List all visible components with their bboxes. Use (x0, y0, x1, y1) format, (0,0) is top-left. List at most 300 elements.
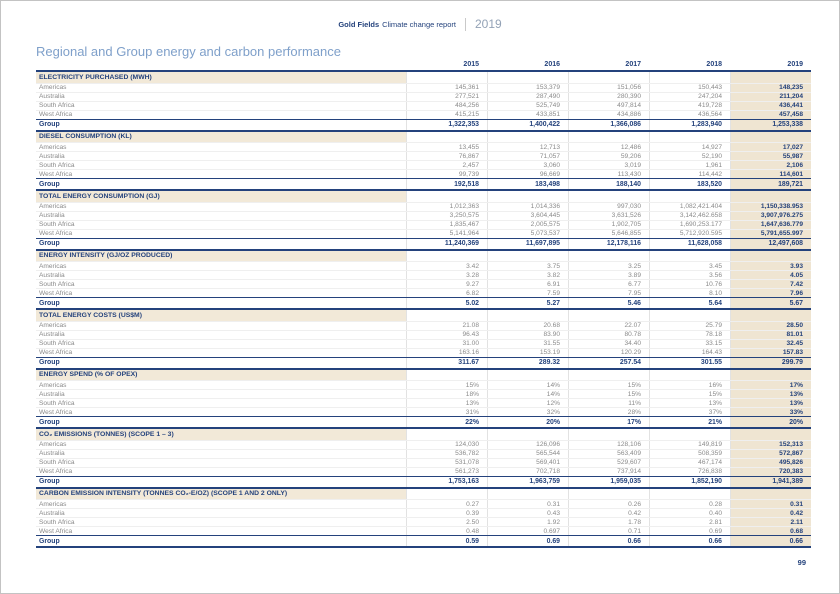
value-cell: 0.68 (730, 527, 811, 535)
value-cell: 457,458 (730, 111, 811, 119)
region-row (36, 151, 811, 160)
section-title: ENERGY INTENSITY (GJ/OZ PRODUCED) (36, 251, 406, 262)
section-header-cell (487, 429, 568, 440)
section-header-cell (406, 72, 487, 83)
region-label: West Africa (39, 468, 73, 475)
value-cell: 114,442 (649, 170, 730, 178)
value-cell: 572,867 (730, 450, 811, 458)
value-cell: 13% (406, 399, 487, 407)
value-cell: 17,027 (730, 143, 811, 151)
group-value-cell: 5.27 (487, 298, 568, 308)
section-header-cell (406, 191, 487, 202)
value-cell: 0.27 (406, 500, 487, 508)
value-cell: 1,690,253.177 (649, 221, 730, 229)
value-cell: 124,030 (406, 441, 487, 449)
group-row (36, 238, 811, 249)
group-value-cell: 1,322,353 (406, 120, 487, 130)
value-cell: 5,791,655.997 (730, 230, 811, 238)
value-cell: 22.07 (568, 322, 649, 330)
group-value-cell: 1,400,422 (487, 120, 568, 130)
region-label: Americas (39, 143, 67, 151)
region-row (36, 169, 811, 178)
value-cell: 737,914 (568, 468, 649, 476)
section-header-cell (649, 191, 730, 202)
value-cell: 287,490 (487, 93, 568, 101)
region-row (36, 389, 811, 398)
page-number: 99 (797, 558, 806, 567)
group-value-cell: 20% (487, 417, 568, 427)
value-cell: 163.16 (406, 349, 487, 357)
value-cell: 113,430 (568, 170, 649, 178)
group-value-cell: 5.67 (730, 298, 811, 308)
value-cell: 2,005,575 (487, 221, 568, 229)
value-cell: 52,190 (649, 152, 730, 160)
region-label: West Africa (39, 408, 73, 416)
value-cell: 0.71 (568, 527, 649, 535)
group-value-cell: 11,240,369 (406, 239, 487, 249)
value-cell: 0.43 (487, 509, 568, 517)
group-row (36, 178, 811, 189)
value-cell: 150,443 (649, 84, 730, 92)
group-value-cell: 0.59 (406, 536, 487, 546)
value-cell: 1.78 (568, 518, 649, 526)
value-cell: 4.05 (730, 271, 811, 279)
value-cell: 1,902,705 (568, 221, 649, 229)
value-cell: 563,409 (568, 450, 649, 458)
value-cell: 13% (730, 399, 811, 407)
section-header-cell (649, 251, 730, 262)
section-header-cell (487, 489, 568, 500)
value-cell: 18% (406, 390, 487, 398)
group-value-cell: 0.69 (487, 536, 568, 546)
value-cell: 33.15 (649, 340, 730, 348)
value-cell: 1,014,336 (487, 203, 568, 211)
group-value-cell: 257.54 (568, 358, 649, 368)
value-cell: 15% (568, 390, 649, 398)
region-row (36, 458, 811, 467)
region-row (36, 160, 811, 169)
group-value-cell: 1,959,035 (568, 477, 649, 487)
group-value-cell: 299.79 (730, 358, 811, 368)
value-cell: 726,838 (649, 468, 730, 476)
value-cell: 0.42 (730, 509, 811, 517)
value-cell: 2.11 (730, 518, 811, 526)
value-cell: 126,096 (487, 441, 568, 449)
region-label: Australia (39, 152, 65, 160)
value-cell: 16% (649, 381, 730, 389)
group-value-cell: 21% (649, 417, 730, 427)
region-label: Americas (39, 500, 67, 508)
group-label: Group (39, 418, 60, 426)
section-header-cell (649, 429, 730, 440)
brand-name: Gold Fields (338, 19, 380, 29)
value-cell: 80.78 (568, 331, 649, 339)
region-row (36, 407, 811, 416)
value-cell: 28% (568, 408, 649, 416)
region-row (36, 211, 811, 220)
group-value-cell: 289.32 (487, 358, 568, 368)
section-header-cell (649, 132, 730, 143)
running-header (1, 17, 839, 31)
region-label: South Africa (39, 102, 75, 109)
section-header-cell (487, 72, 568, 83)
region-label: Australia (39, 331, 65, 338)
group-value-cell: 20% (730, 417, 811, 427)
region-label: Australia (39, 212, 65, 219)
table-section (36, 370, 811, 430)
value-cell: 78.18 (649, 331, 730, 339)
section-header-cell (487, 132, 568, 143)
group-value-cell: 1,366,086 (568, 120, 649, 130)
section-header-cell (730, 251, 811, 262)
value-cell: 484,256 (406, 102, 487, 110)
section-header-cell (568, 429, 649, 440)
value-cell: 96.43 (406, 331, 487, 339)
group-row (36, 535, 811, 546)
value-cell: 20.68 (487, 322, 568, 330)
group-value-cell: 1,852,190 (649, 477, 730, 487)
section-title: TOTAL ENERGY CONSUMPTION (GJ) (36, 191, 406, 202)
section-header-cell (568, 489, 649, 500)
group-value-cell: 12,497,608 (730, 239, 811, 249)
value-cell: 151,056 (568, 84, 649, 92)
region-row (36, 321, 811, 330)
value-cell: 5,073,537 (487, 230, 568, 238)
section-title: CARBON EMISSION INTENSITY (TONNES CO₂-E/OZ) (SCOPE 1 AND 2 ONLY) (36, 489, 406, 500)
year-header: 2017 (625, 61, 641, 68)
group-value-cell: 183,520 (649, 179, 730, 189)
value-cell: 2.81 (649, 518, 730, 526)
value-cell: 10.76 (649, 280, 730, 288)
region-label: West Africa (39, 230, 73, 237)
value-cell: 12,713 (487, 143, 568, 151)
value-cell: 3.56 (649, 271, 730, 279)
value-cell: 434,886 (568, 111, 649, 119)
value-cell: 12,486 (568, 143, 649, 151)
value-cell: 495,826 (730, 459, 811, 467)
value-cell: 0.28 (649, 500, 730, 508)
header-year: 2019 (474, 17, 502, 31)
value-cell: 32% (487, 408, 568, 416)
table-section (36, 72, 811, 132)
value-cell: 3,250,575 (406, 212, 487, 220)
value-cell: 3.25 (568, 262, 649, 270)
section-header-cell (730, 72, 811, 83)
value-cell: 433,851 (487, 111, 568, 119)
value-cell: 436,441 (730, 102, 811, 110)
value-cell: 13,455 (406, 143, 487, 151)
value-cell: 37% (649, 408, 730, 416)
value-cell: 0.69 (649, 527, 730, 535)
section-header-cell (487, 370, 568, 381)
value-cell: 128,106 (568, 441, 649, 449)
group-value-cell: 183,498 (487, 179, 568, 189)
group-label: Group (39, 121, 60, 128)
value-cell: 467,174 (649, 459, 730, 467)
value-cell: 83.90 (487, 331, 568, 339)
region-label: West Africa (39, 170, 73, 178)
region-label: Americas (39, 203, 67, 210)
group-row (36, 119, 811, 130)
group-value-cell: 189,721 (730, 179, 811, 189)
group-label: Group (39, 478, 60, 485)
section-header-cell (730, 429, 811, 440)
table-section (36, 489, 811, 549)
value-cell: 419,728 (649, 102, 730, 110)
group-label: Group (39, 180, 60, 188)
value-cell: 0.697 (487, 527, 568, 535)
value-cell: 3.89 (568, 271, 649, 279)
value-cell: 76,867 (406, 152, 487, 160)
value-cell: 164.43 (649, 349, 730, 357)
group-label: Group (39, 359, 60, 366)
section-header-cell (487, 310, 568, 321)
table-section (36, 191, 811, 251)
value-cell: 280,390 (568, 93, 649, 101)
region-row (36, 229, 811, 238)
region-row (36, 449, 811, 458)
group-value-cell: 5.02 (406, 298, 487, 308)
section-title: CO₂ EMISSIONS (TONNES) (SCOPE 1 – 3) (36, 429, 406, 440)
page-title: Regional and Group energy and carbon performance (36, 44, 341, 59)
value-cell: 9.27 (406, 280, 487, 288)
region-row (36, 101, 811, 110)
table-section (36, 429, 811, 489)
value-cell: 7.59 (487, 289, 568, 297)
region-row (36, 348, 811, 357)
value-cell: 71,057 (487, 152, 568, 160)
year-header: 2019 (787, 61, 803, 68)
value-cell: 1,961 (649, 161, 730, 169)
region-row (36, 220, 811, 229)
group-value-cell: 311.67 (406, 358, 487, 368)
value-cell: 2,106 (730, 161, 811, 169)
group-value-cell: 1,253,338 (730, 120, 811, 130)
value-cell: 3.28 (406, 271, 487, 279)
value-cell: 3.82 (487, 271, 568, 279)
region-label: Australia (39, 509, 65, 517)
region-label: West Africa (39, 289, 73, 297)
value-cell: 7.95 (568, 289, 649, 297)
year-header: 2015 (463, 61, 479, 68)
section-header-row (36, 429, 811, 440)
value-cell: 11% (568, 399, 649, 407)
value-cell: 1,082,421.404 (649, 203, 730, 211)
section-title: DIESEL CONSUMPTION (KL) (36, 132, 406, 143)
region-label: Australia (39, 390, 65, 398)
group-value-cell: 0.66 (730, 536, 811, 546)
value-cell: 31% (406, 408, 487, 416)
report-title: Climate change report (382, 19, 456, 29)
region-label: Americas (39, 381, 67, 389)
section-title: ENERGY SPEND (% OF OPEX) (36, 370, 406, 381)
value-cell: 6.77 (568, 280, 649, 288)
group-label: Group (39, 299, 60, 307)
region-label: South Africa (39, 459, 75, 466)
region-row (36, 440, 811, 449)
section-header-cell (406, 370, 487, 381)
value-cell: 15% (568, 381, 649, 389)
region-label: South Africa (39, 518, 75, 526)
region-row (36, 261, 811, 270)
value-cell: 13% (649, 399, 730, 407)
group-label: Group (39, 240, 60, 247)
value-cell: 3,631,526 (568, 212, 649, 220)
group-value-cell: 1,753,163 (406, 477, 487, 487)
group-row (36, 476, 811, 487)
value-cell: 33% (730, 408, 811, 416)
value-cell: 8.10 (649, 289, 730, 297)
section-header-cell (487, 191, 568, 202)
section-header-cell (649, 489, 730, 500)
value-cell: 114,601 (730, 170, 811, 178)
region-label: West Africa (39, 349, 73, 356)
group-value-cell: 0.66 (649, 536, 730, 546)
value-cell: 997,030 (568, 203, 649, 211)
value-cell: 15% (649, 390, 730, 398)
section-header-row (36, 370, 811, 381)
value-cell: 17% (730, 381, 811, 389)
group-value-cell: 22% (406, 417, 487, 427)
section-header-cell (649, 72, 730, 83)
region-row (36, 270, 811, 279)
value-cell: 145,361 (406, 84, 487, 92)
value-cell: 1,150,338.953 (730, 203, 811, 211)
value-cell: 3,142,462.658 (649, 212, 730, 220)
value-cell: 0.42 (568, 509, 649, 517)
value-cell: 1.92 (487, 518, 568, 526)
year-header: 2018 (706, 61, 722, 68)
value-cell: 720,383 (730, 468, 811, 476)
section-title: TOTAL ENERGY COSTS (US$M) (36, 310, 406, 321)
region-row (36, 330, 811, 339)
value-cell: 153.19 (487, 349, 568, 357)
value-cell: 5,141,964 (406, 230, 487, 238)
value-cell: 0.39 (406, 509, 487, 517)
value-cell: 148,235 (730, 84, 811, 92)
value-cell: 14% (487, 390, 568, 398)
group-row (36, 357, 811, 368)
value-cell: 702,718 (487, 468, 568, 476)
section-header-cell (730, 191, 811, 202)
value-cell: 211,204 (730, 93, 811, 101)
section-header-row (36, 251, 811, 262)
region-row (36, 202, 811, 211)
value-cell: 3,019 (568, 161, 649, 169)
region-label: South Africa (39, 161, 75, 169)
region-row (36, 380, 811, 389)
value-cell: 5,646,855 (568, 230, 649, 238)
value-cell: 6.82 (406, 289, 487, 297)
value-cell: 7.42 (730, 280, 811, 288)
region-label: Americas (39, 84, 67, 91)
value-cell: 153,379 (487, 84, 568, 92)
value-cell: 7.96 (730, 289, 811, 297)
value-cell: 21.08 (406, 322, 487, 330)
section-header-cell (730, 310, 811, 321)
section-header-cell (406, 429, 487, 440)
value-cell: 32.45 (730, 340, 811, 348)
value-cell: 436,564 (649, 111, 730, 119)
value-cell: 529,607 (568, 459, 649, 467)
value-cell: 525,749 (487, 102, 568, 110)
header-divider (465, 18, 466, 31)
region-label: Australia (39, 271, 65, 279)
value-cell: 1,835,467 (406, 221, 487, 229)
section-header-cell (568, 251, 649, 262)
value-cell: 3.45 (649, 262, 730, 270)
region-row (36, 526, 811, 535)
value-cell: 0.40 (649, 509, 730, 517)
group-value-cell: 5.46 (568, 298, 649, 308)
region-row (36, 92, 811, 101)
value-cell: 3.75 (487, 262, 568, 270)
value-cell: 2.50 (406, 518, 487, 526)
performance-table (36, 59, 811, 548)
region-row (36, 508, 811, 517)
value-cell: 152,313 (730, 441, 811, 449)
region-label: Australia (39, 450, 65, 457)
region-label: Americas (39, 262, 67, 270)
value-cell: 31.00 (406, 340, 487, 348)
value-cell: 34.40 (568, 340, 649, 348)
region-label: Americas (39, 322, 67, 329)
group-value-cell: 17% (568, 417, 649, 427)
section-header-cell (730, 489, 811, 500)
value-cell: 55,987 (730, 152, 811, 160)
section-header-cell (730, 370, 811, 381)
section-title: ELECTRICITY PURCHASED (MWH) (36, 72, 406, 83)
value-cell: 157.83 (730, 349, 811, 357)
value-cell: 99,739 (406, 170, 487, 178)
value-cell: 561,273 (406, 468, 487, 476)
section-header-cell (568, 72, 649, 83)
section-header-row (36, 489, 811, 500)
section-header-row (36, 132, 811, 143)
value-cell: 565,544 (487, 450, 568, 458)
value-cell: 1,647,636.779 (730, 221, 811, 229)
table-section (36, 251, 811, 311)
value-cell: 3,907,976.275 (730, 212, 811, 220)
value-cell: 0.31 (730, 500, 811, 508)
section-header-cell (568, 132, 649, 143)
region-row (36, 467, 811, 476)
value-cell: 2,457 (406, 161, 487, 169)
value-cell: 81.01 (730, 331, 811, 339)
value-cell: 569,401 (487, 459, 568, 467)
section-header-cell (730, 132, 811, 143)
value-cell: 531,078 (406, 459, 487, 467)
value-cell: 3.93 (730, 262, 811, 270)
group-label: Group (39, 537, 60, 545)
group-value-cell: 12,178,116 (568, 239, 649, 249)
section-header-cell (487, 251, 568, 262)
region-row (36, 517, 811, 526)
region-row (36, 499, 811, 508)
section-header-cell (649, 310, 730, 321)
value-cell: 12% (487, 399, 568, 407)
value-cell: 25.79 (649, 322, 730, 330)
value-cell: 96,669 (487, 170, 568, 178)
section-header-row (36, 191, 811, 202)
year-header: 2016 (544, 61, 560, 68)
group-row (36, 297, 811, 308)
value-cell: 14,927 (649, 143, 730, 151)
region-label: Americas (39, 441, 67, 448)
value-cell: 120.29 (568, 349, 649, 357)
year-header-row (36, 59, 811, 72)
section-header-cell (649, 370, 730, 381)
